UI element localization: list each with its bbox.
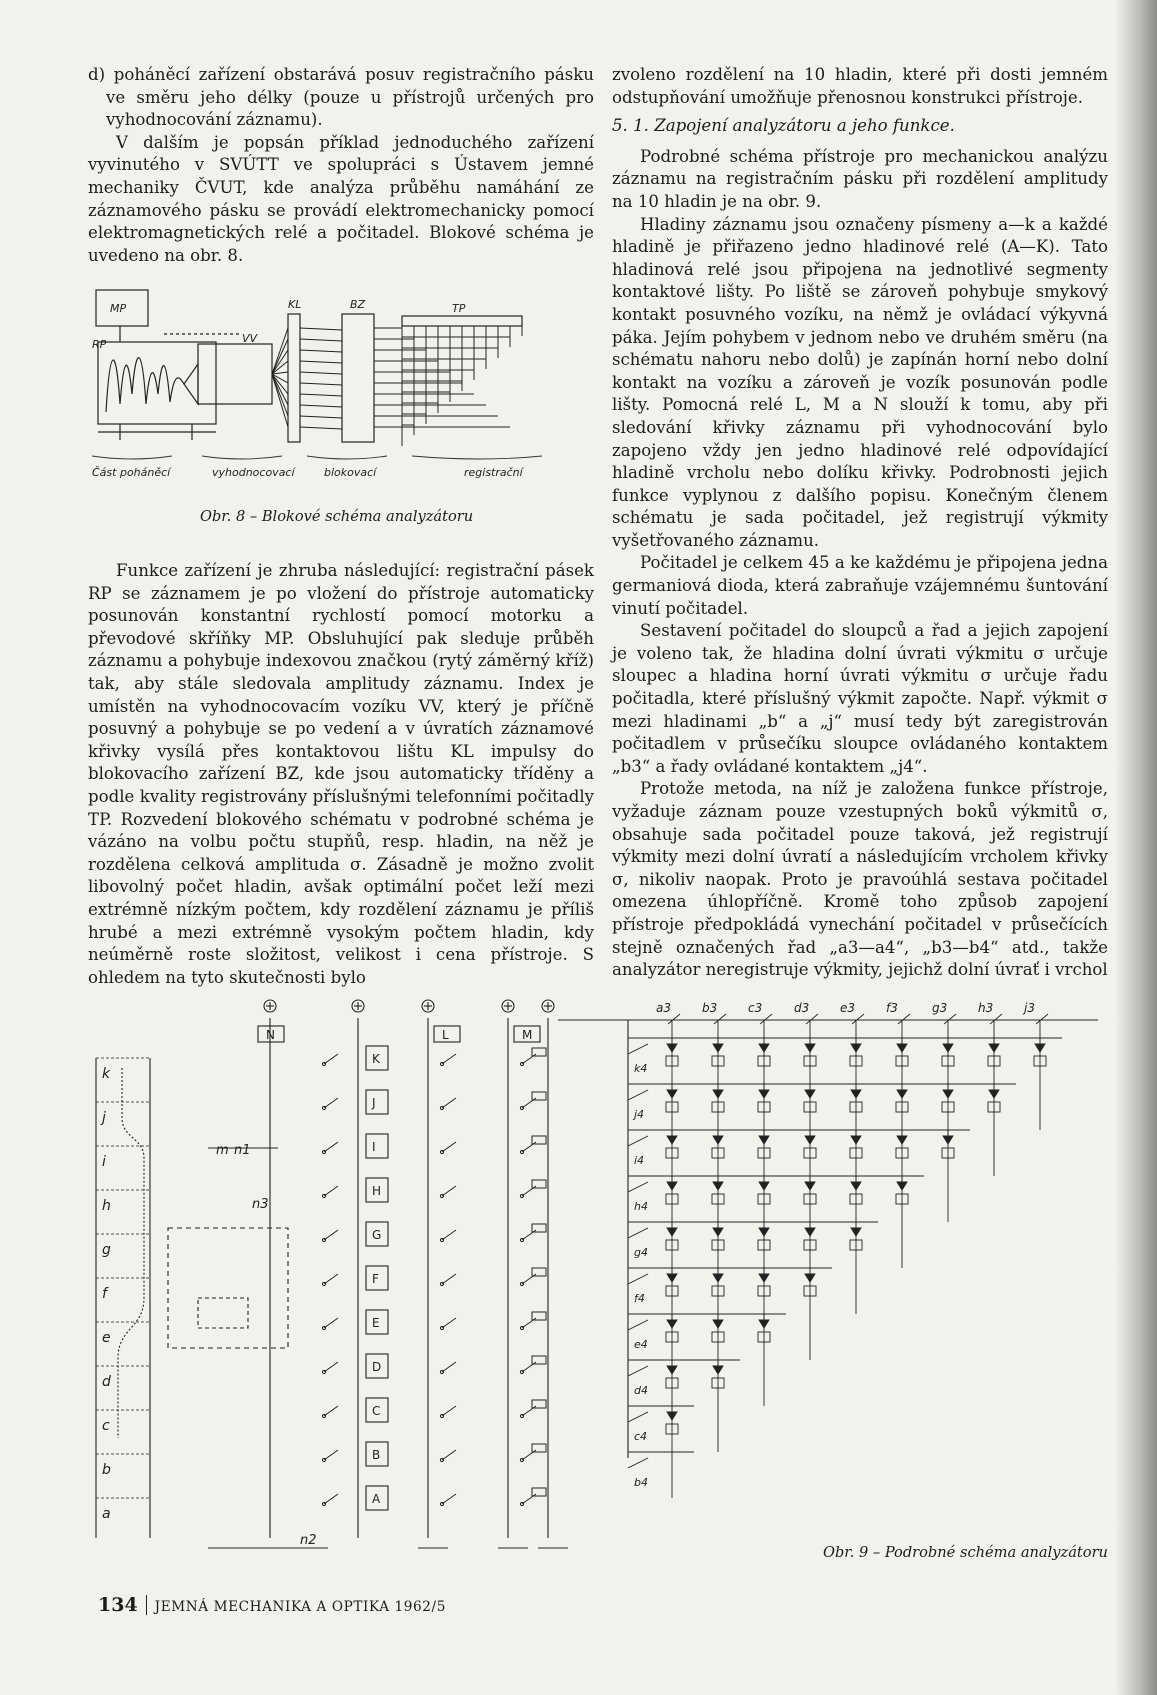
relay-B: B	[372, 1448, 381, 1462]
label-bz: BZ	[350, 298, 366, 311]
label-vv: VV	[242, 332, 258, 345]
label-n1: n1	[234, 1143, 251, 1158]
col-contact-h3: h3	[978, 1001, 994, 1015]
row-contact-c4: c4	[634, 1430, 648, 1443]
paragraph-counters: Počitadel je celkem 45 a ke každému je připojena jedna germaniová dioda, která zabraňuje vzájemnému šuntování vinutí počitadel.	[612, 553, 1108, 618]
row-contact-f4: f4	[634, 1292, 645, 1305]
relay-D: D	[372, 1360, 382, 1374]
col-contact-g3: g3	[932, 1001, 948, 1015]
col-contact-f3: f3	[886, 1001, 898, 1015]
paragraph-intro: V dalším je popsán příklad jednoduchého zařízení vyvinutého v SVÚTT ve spolupráci s Ústavem jemné mechaniky ČVUT, kde analýza průběhu namáhání ze záznamového pásku se provádí elektromechanicky pomocí elektromagnetických relé a počitadel. Blokové schéma je uvedeno na obr. 8.	[88, 132, 594, 265]
row-contact-j4: j4	[634, 1108, 645, 1121]
level-label-i: i	[102, 1154, 106, 1170]
row-contact-b4: b4	[634, 1476, 648, 1489]
row-contact-h4: h4	[634, 1200, 648, 1213]
level-label-c: c	[102, 1418, 110, 1434]
paragraph-levels: Hladiny záznamu jsou označeny písmeny a—k a každé hladině je přiřazeno jedno hladinové relé (A—K). Tato hladinová relé jsou připojena na jednotlivé segmenty kontaktové lišty. Po liště se zároveň pohybuje smykový kontakt posuvného vozíku, na němž je ovládací výkyvná páka. Jejím pohybem v jednom nebo ve druhém směru (na schématu nahoru nebo dolů) je zapínán horní nebo dolní kontakt na vozíku a zároveň je vozík posunován podle lišty. Pomocná relé L, M a N slouží k tomu, aby při sledování křivky záznamu při vyhodnocování bylo zapojeno vždy jen jedno hladinové relé odpovídající hladině vrcholu nebo dolíku křivky. Podrobnosti jejich funkce vyplynou z dalšího popisu. Konečným členem schématu je sada počitadel, jež registrují výkmity vyšetřovaného záznamu.	[612, 214, 1108, 550]
relay-A: A	[372, 1492, 381, 1506]
label-part-registration: registrační	[464, 466, 523, 479]
relay-M: M	[522, 1028, 533, 1042]
label-n2: n2	[300, 1533, 317, 1548]
label-m: m	[216, 1143, 229, 1158]
col-contact-a3: a3	[656, 1001, 671, 1015]
relay-N: N	[266, 1028, 275, 1042]
journal-title: JEMNÁ MECHANIKA A OPTIKA 1962/5	[154, 1599, 446, 1615]
page-number: 134	[98, 1594, 138, 1616]
row-contact-e4: e4	[634, 1338, 648, 1351]
col-contact-b3: b3	[702, 1001, 718, 1015]
relay-J: J	[372, 1096, 376, 1110]
label-part-drive: Část poháněcí	[92, 466, 171, 479]
item-d: d) poháněcí zařízení obstarává posuv registračního pásku ve směru jeho délky (pouze u přístrojů určených pro vyhodnocování záznamu).	[88, 65, 594, 130]
row-contact-i4: i4	[634, 1154, 645, 1167]
col-contact-d3: d3	[794, 1001, 810, 1015]
left-column	[88, 64, 594, 267]
row-contact-k4: k4	[634, 1062, 648, 1075]
col-contact-e3: e3	[840, 1001, 856, 1015]
col-contact-c3: c3	[748, 1001, 763, 1015]
label-kl: KL	[288, 298, 302, 311]
row-contact-d4: d4	[634, 1384, 648, 1397]
label-part-blocking: blokovací	[324, 466, 377, 479]
relay-G: G	[372, 1228, 382, 1242]
relay-C: C	[372, 1404, 381, 1418]
level-label-j: j	[102, 1110, 106, 1126]
figure-9-caption: Obr. 9 – Podrobné schéma analyzátoru	[823, 1544, 1108, 1561]
right-column	[612, 64, 1108, 982]
label-rp: RP	[92, 338, 107, 351]
footer-divider	[146, 1595, 147, 1615]
level-label-b: b	[102, 1462, 111, 1478]
left-column-continued	[88, 560, 594, 989]
paragraph-detailed-scheme: Podrobné schéma přístroje pro mechanickou analýzu záznamu na registračním pásku při rozdělení amplitudy na 10 hladin je na obr. 9.	[612, 146, 1108, 211]
figure-8-caption: Obr. 8 – Blokové schéma analyzátoru	[200, 508, 474, 525]
relay-K: K	[372, 1052, 380, 1066]
label-mp: MP	[110, 302, 127, 315]
level-label-e: e	[102, 1330, 111, 1346]
figure-9-detailed-schematic	[88, 998, 1118, 1558]
relay-I: I	[372, 1140, 376, 1154]
col-contact-j3: j3	[1024, 1001, 1035, 1015]
label-tp: TP	[452, 302, 466, 315]
level-label-g: g	[102, 1242, 111, 1258]
row-contact-g4: g4	[634, 1246, 648, 1259]
figure-8-block-diagram	[92, 284, 592, 484]
paragraph-continuation: zvoleno rozdělení na 10 hladin, které při dosti jemném odstupňování umožňuje přenosnou konstrukci přístroje.	[612, 65, 1108, 107]
relay-H: H	[372, 1184, 382, 1198]
relay-E: E	[372, 1316, 380, 1330]
paragraph-method: Protože metoda, na níž je založena funkce přístroje, vyžaduje záznam pouze vzestupných boků výkmitů σ, obsahuje sada počitadel pouze taková, jež registrují výkmity mezi dolní úvratí a následujícím vrcholem křivky σ, nikoliv naopak. Proto je pravoúhlá sestava počitadel omezena úhlopříčně. Kromě toho způsob zapojení přístroje předpokládá vynechání počitadel v průsečících stejně označených řad „a3—a4“, „b3—b4“ atd., takže analyzátor neregistruje výkmity, jejichž dolní úvrať i vrchol	[612, 779, 1108, 980]
relay-L: L	[442, 1028, 449, 1042]
level-label-k: k	[102, 1066, 111, 1082]
level-label-a: a	[102, 1506, 111, 1522]
label-n3: n3	[252, 1197, 269, 1212]
section-heading: 5. 1. Zapojení analyzátoru a jeho funkce.	[612, 116, 955, 136]
relay-F: F	[372, 1272, 379, 1286]
level-label-h: h	[102, 1198, 111, 1214]
page-edge-shadow	[1115, 0, 1157, 1695]
label-part-evaluation: vyhodnocovací	[212, 466, 295, 479]
paragraph-arrangement: Sestavení počitadel do sloupců a řad a jejich zapojení je voleno tak, že hladina dolní úvrati výkmitu σ určuje sloupec a hladina horní úvrati výkmitu σ určuje řadu počitadla, které příslušný výkmit započte. Např. výkmit σ mezi hladinami „b“ a „j“ musí tedy být zaregistrován počitadlem v průsečíku sloupce ovládaného kontaktem „b3“ a řady ovládané kontaktem „j4“.	[612, 621, 1108, 776]
paragraph-function: Funkce zařízení je zhruba následující: registrační pásek RP se záznamem je po vložení do přístroje automaticky posunován konstantní rychlostí pomocí motorku a převodové skříňky MP. Obsluhující pak sleduje průběh záznamu a pohybuje indexovou značkou (rytý záměrný kříž) tak, aby stále sledovala amplitudy záznamu. Index je umístěn na vyhodnocovacím vozíku VV, který je příčně posuvný a pohybuje se po vedení a v úvratích záznamové křivky vysílá přes kontaktovou lištu KL impulsy do blokovacího zařízení BZ, kde jsou automaticky tříděny a podle kvality registrovány příslušnými telefonními počitadly TP. Rozvedení blokového schématu v podrobné schéma je vázáno na volbu počtu stupňů, resp. hladin, na něž je rozdělena celková amplituda σ. Zásadně je možno zvolit libovolný počet hladin, avšak optimální počet leží mezi extrémně nízkým počtem, kdy rozdělení záznamu je příliš hrubé a mezi extrémně vysokým počtem hladin, kdy neúměrně roste složitost, velikost i cena přístroje. S ohledem na tyto skutečnosti bylo	[88, 561, 594, 987]
level-label-f: f	[102, 1286, 107, 1302]
page-footer	[98, 1594, 446, 1616]
level-label-d: d	[102, 1374, 111, 1390]
